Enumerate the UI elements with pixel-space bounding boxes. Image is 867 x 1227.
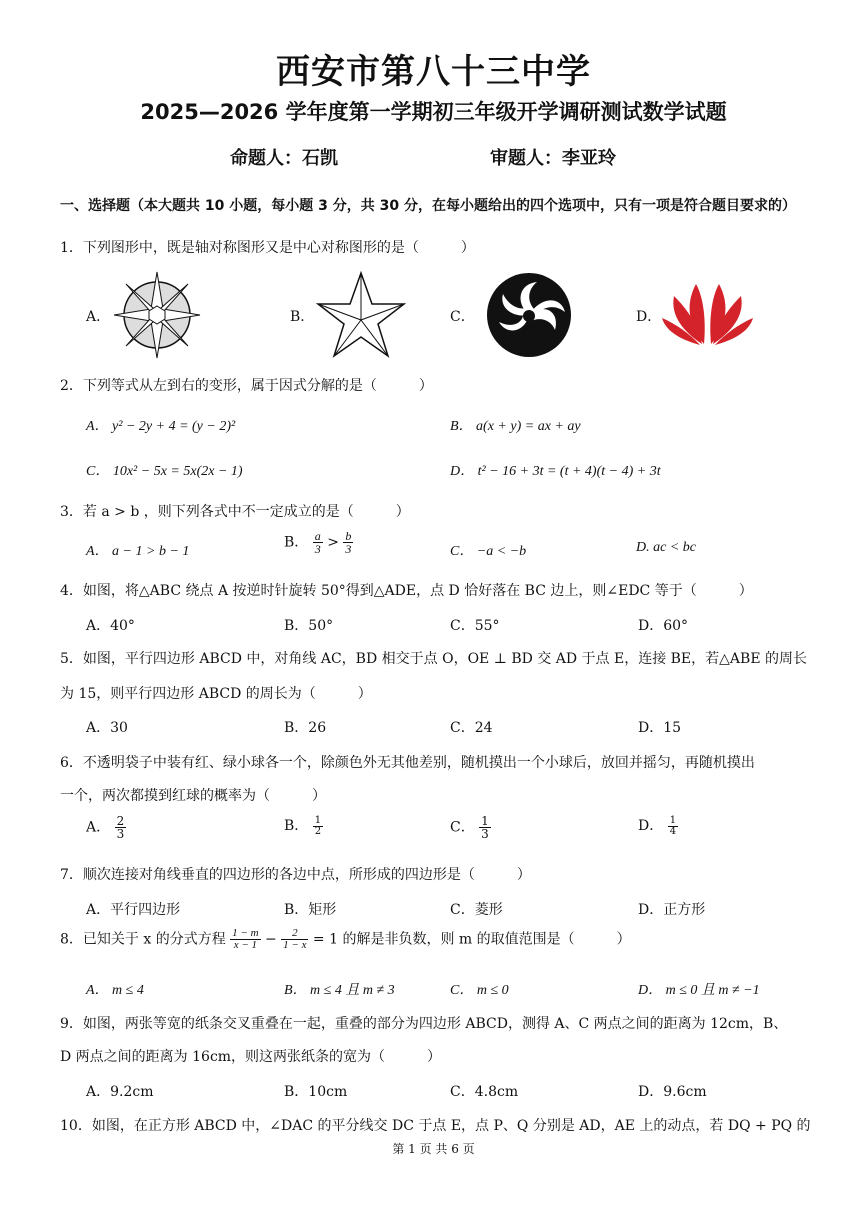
- q8-stem-post: = 1 的解是非负数，则 m 的取值范围是（ ）: [308, 931, 631, 948]
- q4-option-c: C．55°: [450, 618, 500, 634]
- q6-stem-line1: 6．不透明袋子中装有红、绿小球各一个，除颜色外无其他差别，随机摸出一个小球后，放回并摇匀，再随机摸出: [60, 755, 755, 771]
- q5-option-d: D．15: [638, 720, 682, 736]
- q5-option-b: B．26: [284, 720, 327, 736]
- denominator: 4: [669, 825, 677, 837]
- q8-option-d: D． m ≤ 0 且 m ≠ −1: [638, 983, 760, 998]
- q1-option-d: D．: [636, 309, 662, 325]
- q6-option-a-fraction: [115, 815, 127, 840]
- q9-option-c: C．4.8cm: [450, 1084, 519, 1100]
- numerator: 2: [281, 928, 308, 940]
- q9-option-d: D．9.6cm: [638, 1084, 707, 1100]
- reviewer: 审题人：李亚玲: [490, 148, 616, 169]
- q6-option-d: [638, 815, 678, 837]
- school-name: 西安市第八十三中学: [276, 52, 591, 92]
- numerator: b: [345, 529, 352, 543]
- q4-option-b: B．50°: [284, 618, 334, 634]
- q6-option-a-label: A．: [86, 819, 111, 836]
- q7-option-b: B．矩形: [284, 902, 337, 918]
- q1-option-a: A．: [86, 309, 111, 325]
- denominator: 1 − x: [283, 939, 307, 951]
- q3-stem: 3．若 a > b ，则下列各式中不一定成立的是（ ）: [60, 504, 410, 520]
- q3-fraction-a3: [313, 530, 323, 555]
- q8-minus: −: [260, 931, 282, 948]
- q2-option-b: B． a(x + y) = ax + ay: [450, 419, 581, 434]
- q9-option-b: B．10cm: [284, 1084, 348, 1100]
- numerator: a: [314, 529, 321, 543]
- q8-fraction-1: [230, 928, 260, 951]
- page-footer: 第 1 页 共 6 页: [392, 1142, 475, 1156]
- q8-option-a: A． m ≤ 4: [86, 983, 144, 998]
- q4-option-d: D．60°: [638, 618, 689, 634]
- q8-fraction-2: [281, 928, 308, 951]
- q2-stem: 2．下列等式从左到右的变形，属于因式分解的是（ ）: [60, 378, 433, 394]
- q6-stem-line2: 一个，两次都摸到红球的概率为（ ）: [60, 788, 326, 804]
- relation: >: [322, 534, 344, 551]
- q3-option-a: A． a − 1 > b − 1: [86, 544, 190, 559]
- denominator: 2: [314, 825, 322, 837]
- q2-option-c: C． 10x² − 5x = 5x(2x − 1): [86, 464, 243, 479]
- numerator: 1: [481, 814, 489, 828]
- numerator: 1: [669, 814, 677, 826]
- q5-option-a: A．30: [86, 720, 128, 736]
- q6-option-a: [86, 815, 126, 840]
- q2-option-a: A． y² − 2y + 4 = (y − 2)²: [86, 419, 236, 434]
- numerator: 2: [116, 814, 125, 828]
- q7-option-c: C．菱形: [450, 902, 503, 918]
- section-heading: 一、选择题（本大题共 10 小题，每小题 3 分，共 30 分，在每小题给出的四个选项中，只有一项是符合题目要求的）: [60, 198, 796, 214]
- q5-option-c: C．24: [450, 720, 493, 736]
- q6-option-b-fraction: [313, 816, 323, 837]
- denominator: 3: [481, 827, 489, 841]
- q8-option-b: B． m ≤ 4 且 m ≠ 3: [284, 983, 395, 998]
- q3-option-d: D. ac < bc: [636, 540, 696, 555]
- numerator: 1 − m: [232, 927, 259, 939]
- q6-option-b-label: B．: [284, 818, 309, 834]
- q9-option-a: A．9.2cm: [86, 1084, 154, 1100]
- q9-stem-line2: D 两点之间的距离为 16cm，则这两张纸条的宽为（ ）: [60, 1049, 442, 1065]
- q9-stem-line1: 9．如图，两张等宽的纸条交叉重叠在一起，重叠的部分为四边形 ABCD，测得 A、C 两点之间的距离为 12cm，B、: [60, 1016, 788, 1032]
- q7-stem: 7．顺次连接对角线垂直的四边形的各边中点，所形成的四边形是（ ）: [60, 867, 531, 883]
- q2-option-d: D． t² − 16 + 3t = (t + 4)(t − 4) + 3t: [450, 464, 661, 479]
- q1-option-c: C．: [450, 309, 475, 325]
- red-petal-logo-icon: [660, 278, 755, 346]
- q3-option-c: C． −a < −b: [450, 544, 527, 559]
- q4-stem: 4．如图，将△ABC 绕点 A 按逆时针旋转 50°得到△ADE，点 D 恰好落在 BC 边上，则∠EDC 等于（ ）: [60, 583, 753, 599]
- q8-stem: [60, 928, 631, 951]
- q3-fraction-b3: [343, 530, 353, 555]
- q10-stem: 10．如图，在正方形 ABCD 中，∠DAC 的平分线交 DC 于点 E，点 P、Q 分别是 AD，AE 上的动点，若 DQ + PQ 的: [60, 1118, 811, 1134]
- numerator: 1: [314, 814, 322, 826]
- q7-option-a: A．平行四边形: [86, 902, 181, 918]
- q5-stem-line2: 为 15，则平行四边形 ABCD 的周长为（ ）: [60, 686, 372, 702]
- q6-option-b: [284, 815, 323, 837]
- phoenix-swirl-logo-icon: [485, 272, 573, 358]
- q6-option-c-label: C．: [450, 819, 475, 836]
- q6-option-d-label: D．: [638, 818, 664, 834]
- q7-option-d: D．正方形: [638, 902, 706, 918]
- q3-option-b: [284, 530, 353, 555]
- exam-title: 2025—2026 学年度第一学期初三年级开学调研测试数学试题: [140, 100, 727, 124]
- q3-option-b-label: B．: [284, 534, 309, 551]
- q5-stem-line1: 5．如图，平行四边形 ABCD 中，对角线 AC，BD 相交于点 O，OE ⊥ BD 交 AD 于点 E，连接 BE，若△ABE 的周长: [60, 651, 807, 667]
- q6-option-c: [450, 815, 491, 840]
- compass-rose-icon: [112, 270, 202, 360]
- denominator: 3: [345, 542, 352, 556]
- q8-option-c: C． m ≤ 0: [450, 983, 509, 998]
- q1-option-b: B．: [290, 309, 315, 325]
- star-icon: [315, 270, 407, 360]
- denominator: 3: [314, 542, 321, 556]
- denominator: 3: [116, 827, 125, 841]
- q6-option-c-fraction: [479, 815, 491, 840]
- denominator: x − 1: [233, 939, 257, 951]
- q4-option-a: A．40°: [86, 618, 135, 634]
- q8-stem-pre: 8．已知关于 x 的分式方程: [60, 931, 226, 948]
- q6-option-d-fraction: [668, 816, 678, 837]
- q1-stem: 1．下列图形中，既是轴对称图形又是中心对称图形的是（ ）: [60, 240, 475, 256]
- author: 命题人：石凯: [230, 148, 338, 169]
